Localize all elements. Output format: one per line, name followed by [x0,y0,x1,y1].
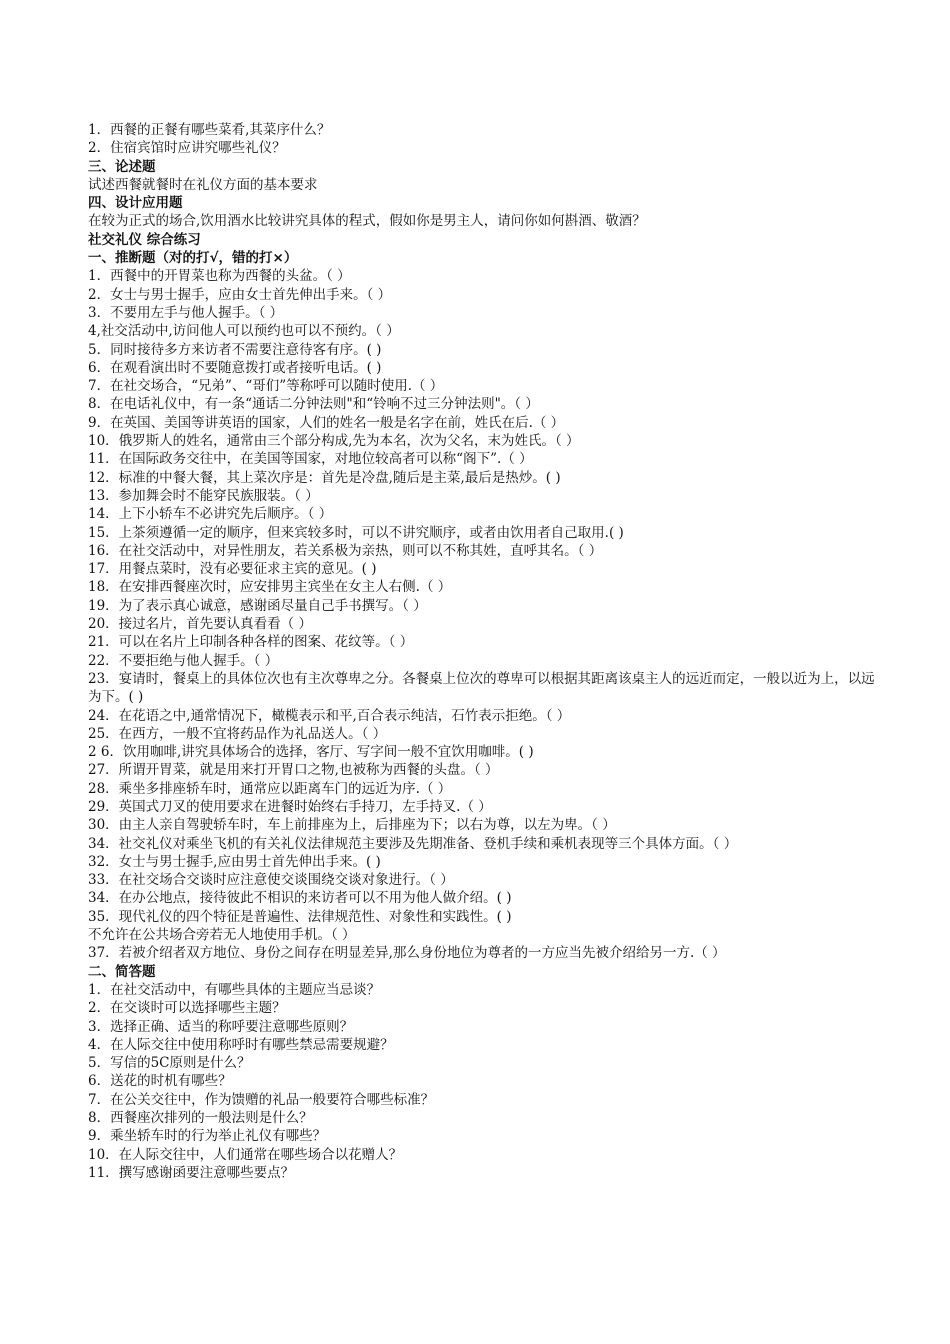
section-heading-short: 二、简答题 [88,963,156,980]
list-item: 2．在交谈时可以选择哪些主题？ [88,1000,286,1017]
list-item: 33．在社交场合交谈时应注意使交谈围绕交谈对象进行。（ ） [88,872,454,889]
list-item: 27．所谓开胃菜，就是用来打开胃口之物,也被称为西餐的头盘。（ ） [88,762,499,779]
list-item: 17．用餐点菜时，没有必要征求主宾的意见。( ) [88,561,377,578]
list-item: 20．接过名片，首先要认真看看（ ） [88,616,312,633]
list-item: 19．为了表示真心诚意，感谢函尽量自己手书撰写。（ ） [88,597,427,614]
list-item: 1．在社交活动中，有哪些具体的主题应当忌谈？ [88,981,381,998]
list-item: 4,社交活动中,访问他人可以预约也可以不预约。（ ） [88,323,400,340]
list-item: 28．乘坐多排座轿车时，通常应以距离车门的远近为序.（ ） [88,780,452,797]
list-item: 6．在观看演出时不要随意拨打或者接听电话。( ) [88,359,382,376]
list-item: 2 6．饮用咖啡,讲究具体场合的选择，客厅、写字间一般不宜饮用咖啡。( ) [88,744,534,761]
essay-question: 试述西餐就餐时在礼仪方面的基本要求 [88,176,318,193]
list-item: 21．可以在名片上印制各种各样的图案、花纹等。（ ） [88,634,414,651]
list-item: 7．在社交场合，“兄弟”、“哥们”等称呼可以随时使用.（ ） [88,378,444,395]
section-heading-design: 四、设计应用题 [88,195,183,212]
practice-title: 社交礼仪 综合练习 [88,231,201,248]
section-heading-judge: 一、推断题（对的打√，错的打×） [88,250,298,267]
list-item: 25．在西方，一般不宜将药品作为礼品送人。（ ） [88,725,387,742]
question-item: 2．住宿宾馆时应讲究哪些礼仪？ [88,140,286,157]
list-item: 29．英国式刀叉的使用要求在进餐时始终右手持刀，左手持叉.（ ） [88,798,492,815]
list-item: 10．俄罗斯人的姓名，通常由三个部分构成,先为本名，次为父名，末为姓氏。（ ） [88,433,580,450]
document-page [88,121,878,1182]
list-item: 4．在人际交往中使用称呼时有哪些禁忌需要规避？ [88,1036,394,1053]
list-item: 32．女士与男士握手,应由男士首先伸出手来。( ) [88,853,381,870]
list-item: 6．送花的时机有哪些？ [88,1073,232,1090]
list-item: 10．在人际交往中，人们通常在哪些场合以花赠人？ [88,1146,403,1163]
design-question: 在较为正式的场合,饮用酒水比较讲究具体的程式，假如你是男主人，请问你如何斟酒、敬酒？ [88,213,646,230]
list-item: 1．西餐中的开胃菜也称为西餐的头盆。（ ） [88,268,351,285]
list-item: 18．在安排西餐座次时，应安排男主宾坐在女主人右侧.（ ） [88,579,452,596]
list-item: 12．标准的中餐大餐，其上菜次序是：首先是冷盘,随后是主菜,最后是热炒。( ) [88,469,561,486]
list-item: 11．撰写感谢函要注意哪些要点？ [88,1164,295,1181]
list-item: 37．若被介绍者双方地位、身份之间存在明显差异,那么身份地位为尊者的一方应当先被介绍给另一方.（ ） [88,945,726,962]
list-item: 30．由主人亲自驾驶轿车时，车上前排座为上，后排座为下；以右为尊，以左为卑。（ ） [88,817,616,834]
list-item: 15．上茶须遵循一定的顺序，但来宾较多时，可以不讲究顺序，或者由饮用者自己取用.( ) [88,524,624,541]
list-item: 9．在英国、美国等讲英语的国家，人们的姓名一般是名字在前，姓氏在后.（ ） [88,414,565,431]
list-item: 5．同时接待多方来访者不需要注意待客有序。( ) [88,341,382,358]
list-item: 11．在国际政务交往中，在美国等国家，对地位较高者可以称“阁下”.（ ） [88,451,533,468]
list-item: 5．写信的5C原则是什么？ [88,1055,251,1072]
list-item: 3．不要用左手与他人握手。（ ） [88,304,284,321]
list-item: 23．宴请时，餐桌上的具体位次也有主次尊卑之分。各餐桌上位次的尊卑可以根据其距离该桌主人的远近而定，一般以近为上，以远为下。( ) [88,670,875,706]
list-item: 不允许在公共场合旁若无人地使用手机。（ ） [88,927,356,944]
list-item: 8．在电话礼仪中，有一条“通话二分钟法则"和“铃响不过三分钟法则"。（ ） [88,396,539,413]
judge-list [88,267,878,962]
list-item: 8．西餐座次排列的一般法则是什么？ [88,1110,313,1127]
short-answer-list [88,981,878,1182]
list-item: 35．现代礼仪的四个特征是普遍性、法律规范性、对象性和实践性。( ) [88,908,512,925]
list-item: 2．女士与男士握手，应由女士首先伸出手来。（ ） [88,286,392,303]
list-item: 13．参加舞会时不能穿民族服装。（ ） [88,487,319,504]
list-item: 7．在公关交往中，作为馈赠的礼品一般要符合哪些标准？ [88,1091,435,1108]
list-item: 16．在社交活动中，对异性朋友，若关系极为亲热，则可以不称其姓，直呼其名。（ ） [88,542,603,559]
list-item: 24．在花语之中,通常情况下，橄榄表示和平,百合表示纯洁，石竹表示拒绝。（ ） [88,707,571,724]
list-item: 14．上下小轿车不必讲究先后顺序。（ ） [88,506,333,523]
section-heading-essay: 三、论述题 [88,158,156,175]
list-item: 22．不要拒绝与他人握手。（ ） [88,652,279,669]
list-item: 9．乘坐轿车时的行为举止礼仪有哪些？ [88,1128,327,1145]
list-item: 34．在办公地点，接待彼此不相识的来访者可以不用为他人做介绍。( ) [88,890,512,907]
list-item: 34．社交礼仪对乘坐飞机的有关礼仪法律规范主要涉及先期准备、登机手续和乘机表现等三个具体方面。（ ） [88,835,738,852]
list-item: 3．选择正确、适当的称呼要注意哪些原则？ [88,1018,354,1035]
question-item: 1．西餐的正餐有哪些菜肴,其菜序什么？ [88,122,331,138]
